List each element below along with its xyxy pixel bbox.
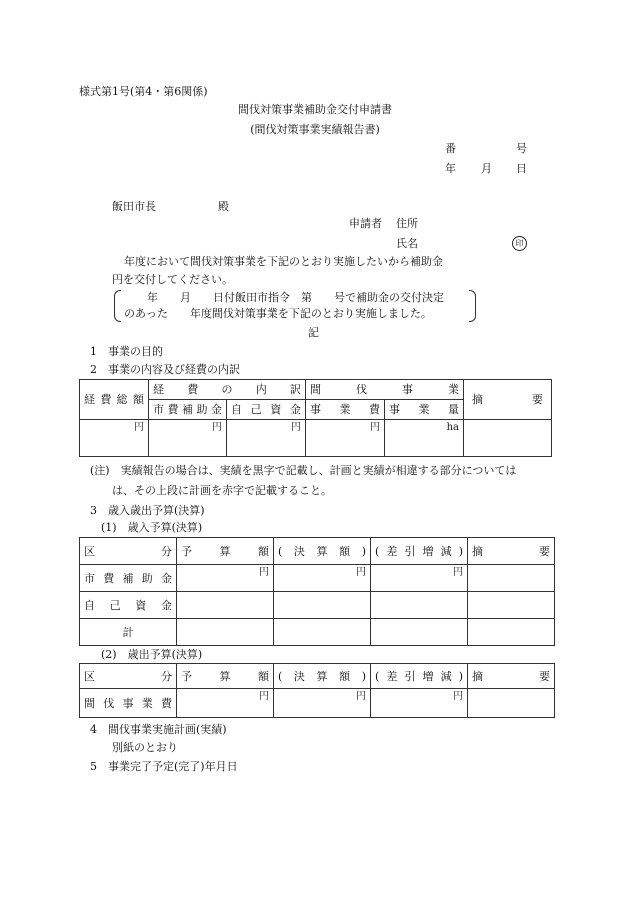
section-2: 2 事業の内容及び経費の内訳 xyxy=(90,363,240,376)
rev-header-budget: 予算額 xyxy=(177,538,274,565)
rev-header-difference: (差引増減) xyxy=(371,538,468,565)
rev-cell-difference-yen: 円 xyxy=(371,565,468,592)
exp-header-settlement: (決算額) xyxy=(274,664,371,689)
addressee-name: 飯田市長 xyxy=(112,200,156,213)
exp-row-thinning-cost: 間伐事業費 xyxy=(80,689,177,718)
header-thinning-project: 間伐事業 xyxy=(306,380,464,400)
rev-cell xyxy=(274,592,371,619)
cell-remarks xyxy=(464,420,552,457)
addressee-honorific: 殿 xyxy=(218,200,229,213)
body-line-1: 年度において間伐対策事業を下記のとおり実施したいから補助金 xyxy=(124,255,443,268)
cell-city-subsidy-yen: 円 xyxy=(149,420,227,457)
left-brace xyxy=(114,290,121,322)
expense-table xyxy=(79,379,552,457)
rev-row-city-subsidy: 市費補助金 xyxy=(80,565,177,592)
header-expense-breakdown: 経費の内訳 xyxy=(149,380,306,400)
exp-cell-difference-yen: 円 xyxy=(371,689,468,718)
section-5: 5 事業完了予定(完了)年月日 xyxy=(90,760,238,773)
section-1: 1 事業の目的 xyxy=(90,345,163,358)
rev-header-category: 区分 xyxy=(80,538,177,565)
rev-cell xyxy=(468,619,555,646)
expenditure-table xyxy=(79,663,555,718)
rev-cell xyxy=(371,592,468,619)
note-line-1: (注) 実績報告の場合は、実績を黒字で記載し、計画と実績が相違する部分については xyxy=(90,464,517,477)
header-own-funds: 自己資金 xyxy=(227,400,306,420)
header-total: 経費総額 xyxy=(80,380,149,420)
date-month: 月 xyxy=(481,162,492,175)
cell-total-yen: 円 xyxy=(80,420,149,457)
subsection-revenue: (1) 歳入予算(決算) xyxy=(101,521,203,534)
page-title: 間伐対策事業補助金交付申請書 xyxy=(238,103,392,116)
header-project-amount: 事業量 xyxy=(385,400,464,420)
rev-cell xyxy=(177,592,274,619)
revenue-table xyxy=(79,537,555,646)
header-project-cost: 事業費 xyxy=(306,400,385,420)
applicant-label: 申請者 xyxy=(349,217,382,230)
exp-header-budget: 予算額 xyxy=(177,664,274,689)
exp-cell-settlement-yen: 円 xyxy=(274,689,371,718)
applicant-address: 住所 xyxy=(396,217,418,230)
ki-heading: 記 xyxy=(308,326,319,339)
exp-cell-budget-yen: 円 xyxy=(177,689,274,718)
rev-cell-remarks xyxy=(468,565,555,592)
date-year: 年 xyxy=(445,162,456,175)
date-day: 日 xyxy=(516,162,527,175)
subsection-expenditure: (2) 歳出予算(決算) xyxy=(101,648,203,661)
rev-cell xyxy=(371,619,468,646)
cell-project-cost-yen: 円 xyxy=(306,420,385,457)
body-alt-line-1: 年 月 日付飯田市指令 第 号で補助金の交付決定 xyxy=(147,291,444,304)
cell-project-amount-ha: ha xyxy=(385,420,464,457)
rev-header-settlement: (決算額) xyxy=(274,538,371,565)
page-subtitle: (間伐対策事業実績報告書) xyxy=(250,123,380,136)
exp-header-difference: (差引増減) xyxy=(371,664,468,689)
cell-own-funds-yen: 円 xyxy=(227,420,306,457)
applicant-name: 氏名 xyxy=(396,237,418,250)
rev-row-own-funds: 自己資金 xyxy=(80,592,177,619)
exp-header-remarks: 摘要 xyxy=(468,664,555,689)
form-number: 様式第1号(第4・第6関係) xyxy=(79,85,208,98)
body-alt-line-2: のあった 年度間伐対策事業を下記のとおり実施しました。 xyxy=(124,307,432,320)
rev-row-total: 計 xyxy=(80,619,177,646)
rev-cell-budget-yen: 円 xyxy=(177,565,274,592)
rev-cell xyxy=(177,619,274,646)
number-go: 号 xyxy=(516,142,527,155)
exp-cell-remarks xyxy=(468,689,555,718)
note-line-2: は、その上段に計画を赤字で記載すること。 xyxy=(112,484,332,497)
seal-mark: 印 xyxy=(512,236,527,251)
section-4: 4 間伐事業実施計画(実績) xyxy=(90,723,227,736)
section-3: 3 歳入歳出予算(決算) xyxy=(90,504,205,517)
header-remarks: 摘要 xyxy=(464,380,552,420)
section-4-detail: 別紙のとおり xyxy=(112,741,178,754)
header-city-subsidy: 市費補助金 xyxy=(149,400,227,420)
rev-header-remarks: 摘要 xyxy=(468,538,555,565)
number-ban: 番 xyxy=(445,142,456,155)
rev-cell-settlement-yen: 円 xyxy=(274,565,371,592)
rev-cell xyxy=(274,619,371,646)
rev-cell xyxy=(468,592,555,619)
right-brace xyxy=(469,290,476,322)
body-line-2: 円を交付してください。 xyxy=(112,273,233,286)
exp-header-category: 区分 xyxy=(80,664,177,689)
